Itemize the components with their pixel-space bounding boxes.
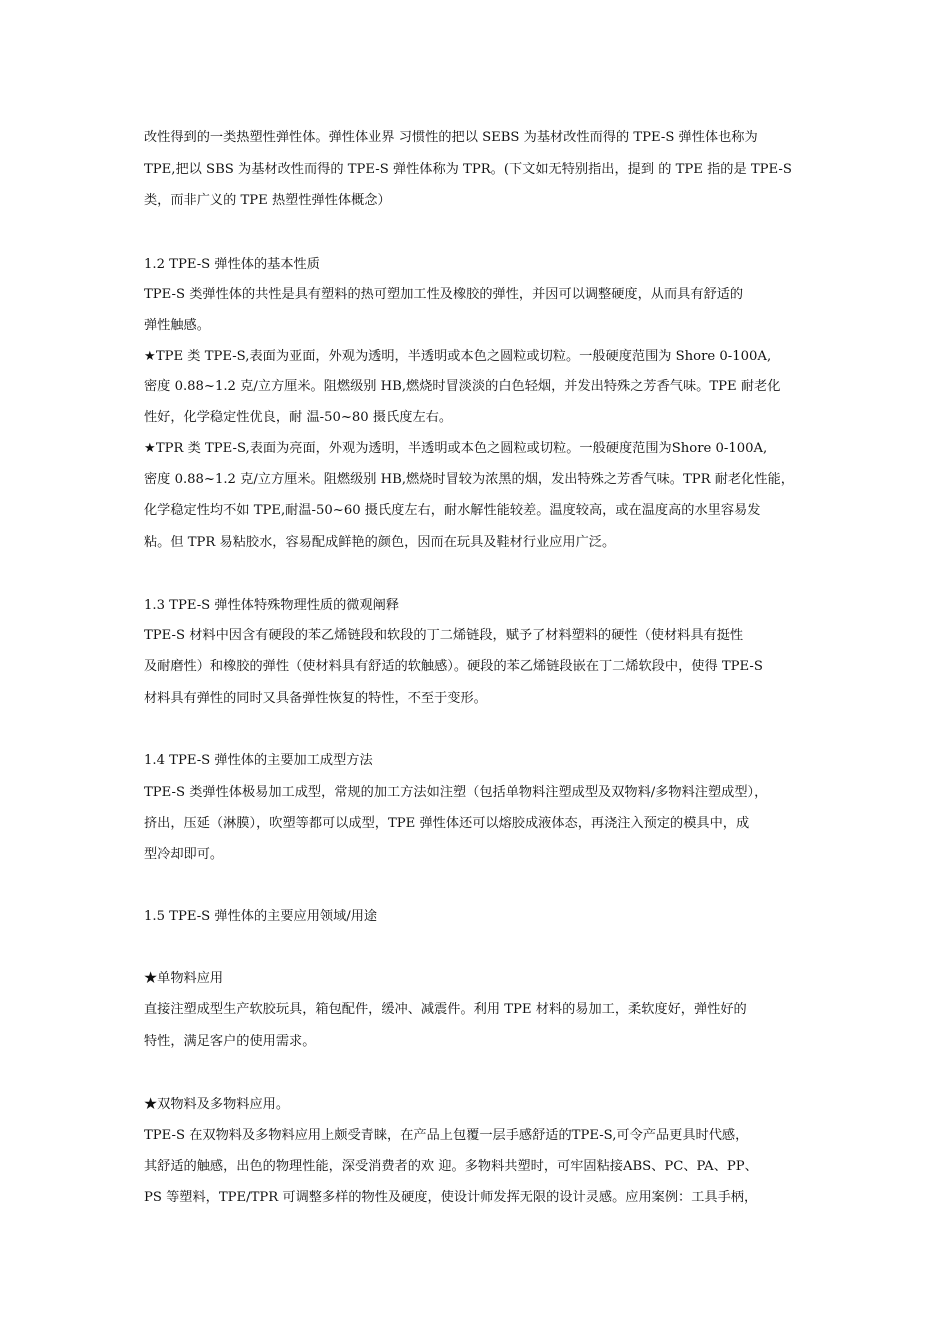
subheading: ★单物料应用	[144, 971, 224, 986]
text-line: 类，而非广义的 TPE 热塑性弹性体概念）	[144, 193, 391, 208]
text-line: 特性，满足客户的使用需求。	[144, 1034, 316, 1049]
text-line: 粘。但 TPR 易粘胶水，容易配成鲜艳的颜色，因而在玩具及鞋材行业应用广泛。	[144, 535, 616, 550]
text-line: 挤出，压延（淋膜），吹塑等都可以成型，TPE 弹性体还可以熔胶成液体态，再浇注入预定的模具中，成	[144, 816, 750, 831]
text-line: 弹性触感。	[144, 318, 210, 333]
text-line: 型冷却即可。	[144, 847, 224, 862]
text-line: 材料具有弹性的同时又具备弹性恢复的特性，不至于变形。	[144, 691, 487, 706]
section-heading: 1.5 TPE-S 弹性体的主要应用领域/用途	[144, 909, 378, 924]
subheading: ★双物料及多物料应用。	[144, 1097, 290, 1112]
text-line: 改性得到的一类热塑性弹性体。弹性体业界 习惯性的把以 SEBS 为基材改性而得的 TPE-S 弹性体也称为	[144, 130, 758, 145]
section-heading: 1.2 TPE-S 弹性体的基本性质	[144, 257, 320, 272]
text-line: 密度 0.88~1.2 克/立方厘米。阻燃级别 HB,燃烧时冒较为浓黑的烟，发出特殊之芳香气味。TPR 耐老化性能，	[144, 472, 794, 487]
text-line: 化学稳定性均不如 TPE,耐温-50~60 摄氏度左右，耐水解性能较差。温度较高，或在温度高的水里容易发	[144, 503, 761, 518]
section-heading: 1.4 TPE-S 弹性体的主要加工成型方法	[144, 753, 373, 768]
text-line: 其舒适的触感，出色的物理性能，深受消费者的欢 迎。多物料共塑时，可牢固粘接ABS、PC、PA、PP、	[144, 1159, 758, 1174]
text-line: PS 等塑料，TPE/TPR 可调整多样的物性及硬度，使设计师发挥无限的设计灵感。应用案例：工具手柄，	[144, 1190, 758, 1205]
text-line: TPE-S 在双物料及多物料应用上颇受青睐，在产品上包覆一层手感舒适的TPE-S,可令产品更具时代感，	[144, 1128, 749, 1143]
text-line: TPE-S 类弹性体极易加工成型，常规的加工方法如注塑（包括单物料注塑成型及双物料/多物料注塑成型），	[144, 785, 768, 800]
text-line: ★TPE 类 TPE-S,表面为亚面，外观为透明，半透明或本色之圆粒或切粒。一般硬度范围为 Shore 0-100A,	[144, 349, 772, 364]
text-line: 性好，化学稳定性优良，耐 温-50~80 摄氏度左右。	[144, 410, 453, 425]
text-line: ★TPR 类 TPE-S,表面为亮面，外观为透明，半透明或本色之圆粒或切粒。一般硬度范围为Shore 0-100A,	[144, 441, 768, 456]
text-line: 密度 0.88~1.2 克/立方厘米。阻燃级别 HB,燃烧时冒淡淡的白色轻烟，并发出特殊之芳香气味。TPE 耐老化	[144, 379, 781, 394]
text-line: TPE-S 材料中因含有硬段的苯乙烯链段和软段的丁二烯链段，赋予了材料塑料的硬性（使材料具有挺性	[144, 628, 744, 643]
text-line: TPE,把以 SBS 为基材改性而得的 TPE-S 弹性体称为 TPR。(下文如无特别指出，提到 的 TPE 指的是 TPE-S	[144, 162, 792, 177]
text-line: 直接注塑成型生产软胶玩具，箱包配件，缓冲、减震件。利用 TPE 材料的易加工，柔软度好，弹性好的	[144, 1002, 747, 1017]
text-line: 及耐磨性）和橡胶的弹性（使材料具有舒适的软触感）。硬段的苯乙烯链段嵌在丁二烯软段中，使得 TPE-S	[144, 659, 763, 674]
section-heading: 1.3 TPE-S 弹性体特殊物理性质的微观阐释	[144, 598, 400, 613]
text-line: TPE-S 类弹性体的共性是具有塑料的热可塑加工性及橡胶的弹性，并因可以调整硬度，从而具有舒适的	[144, 287, 744, 302]
